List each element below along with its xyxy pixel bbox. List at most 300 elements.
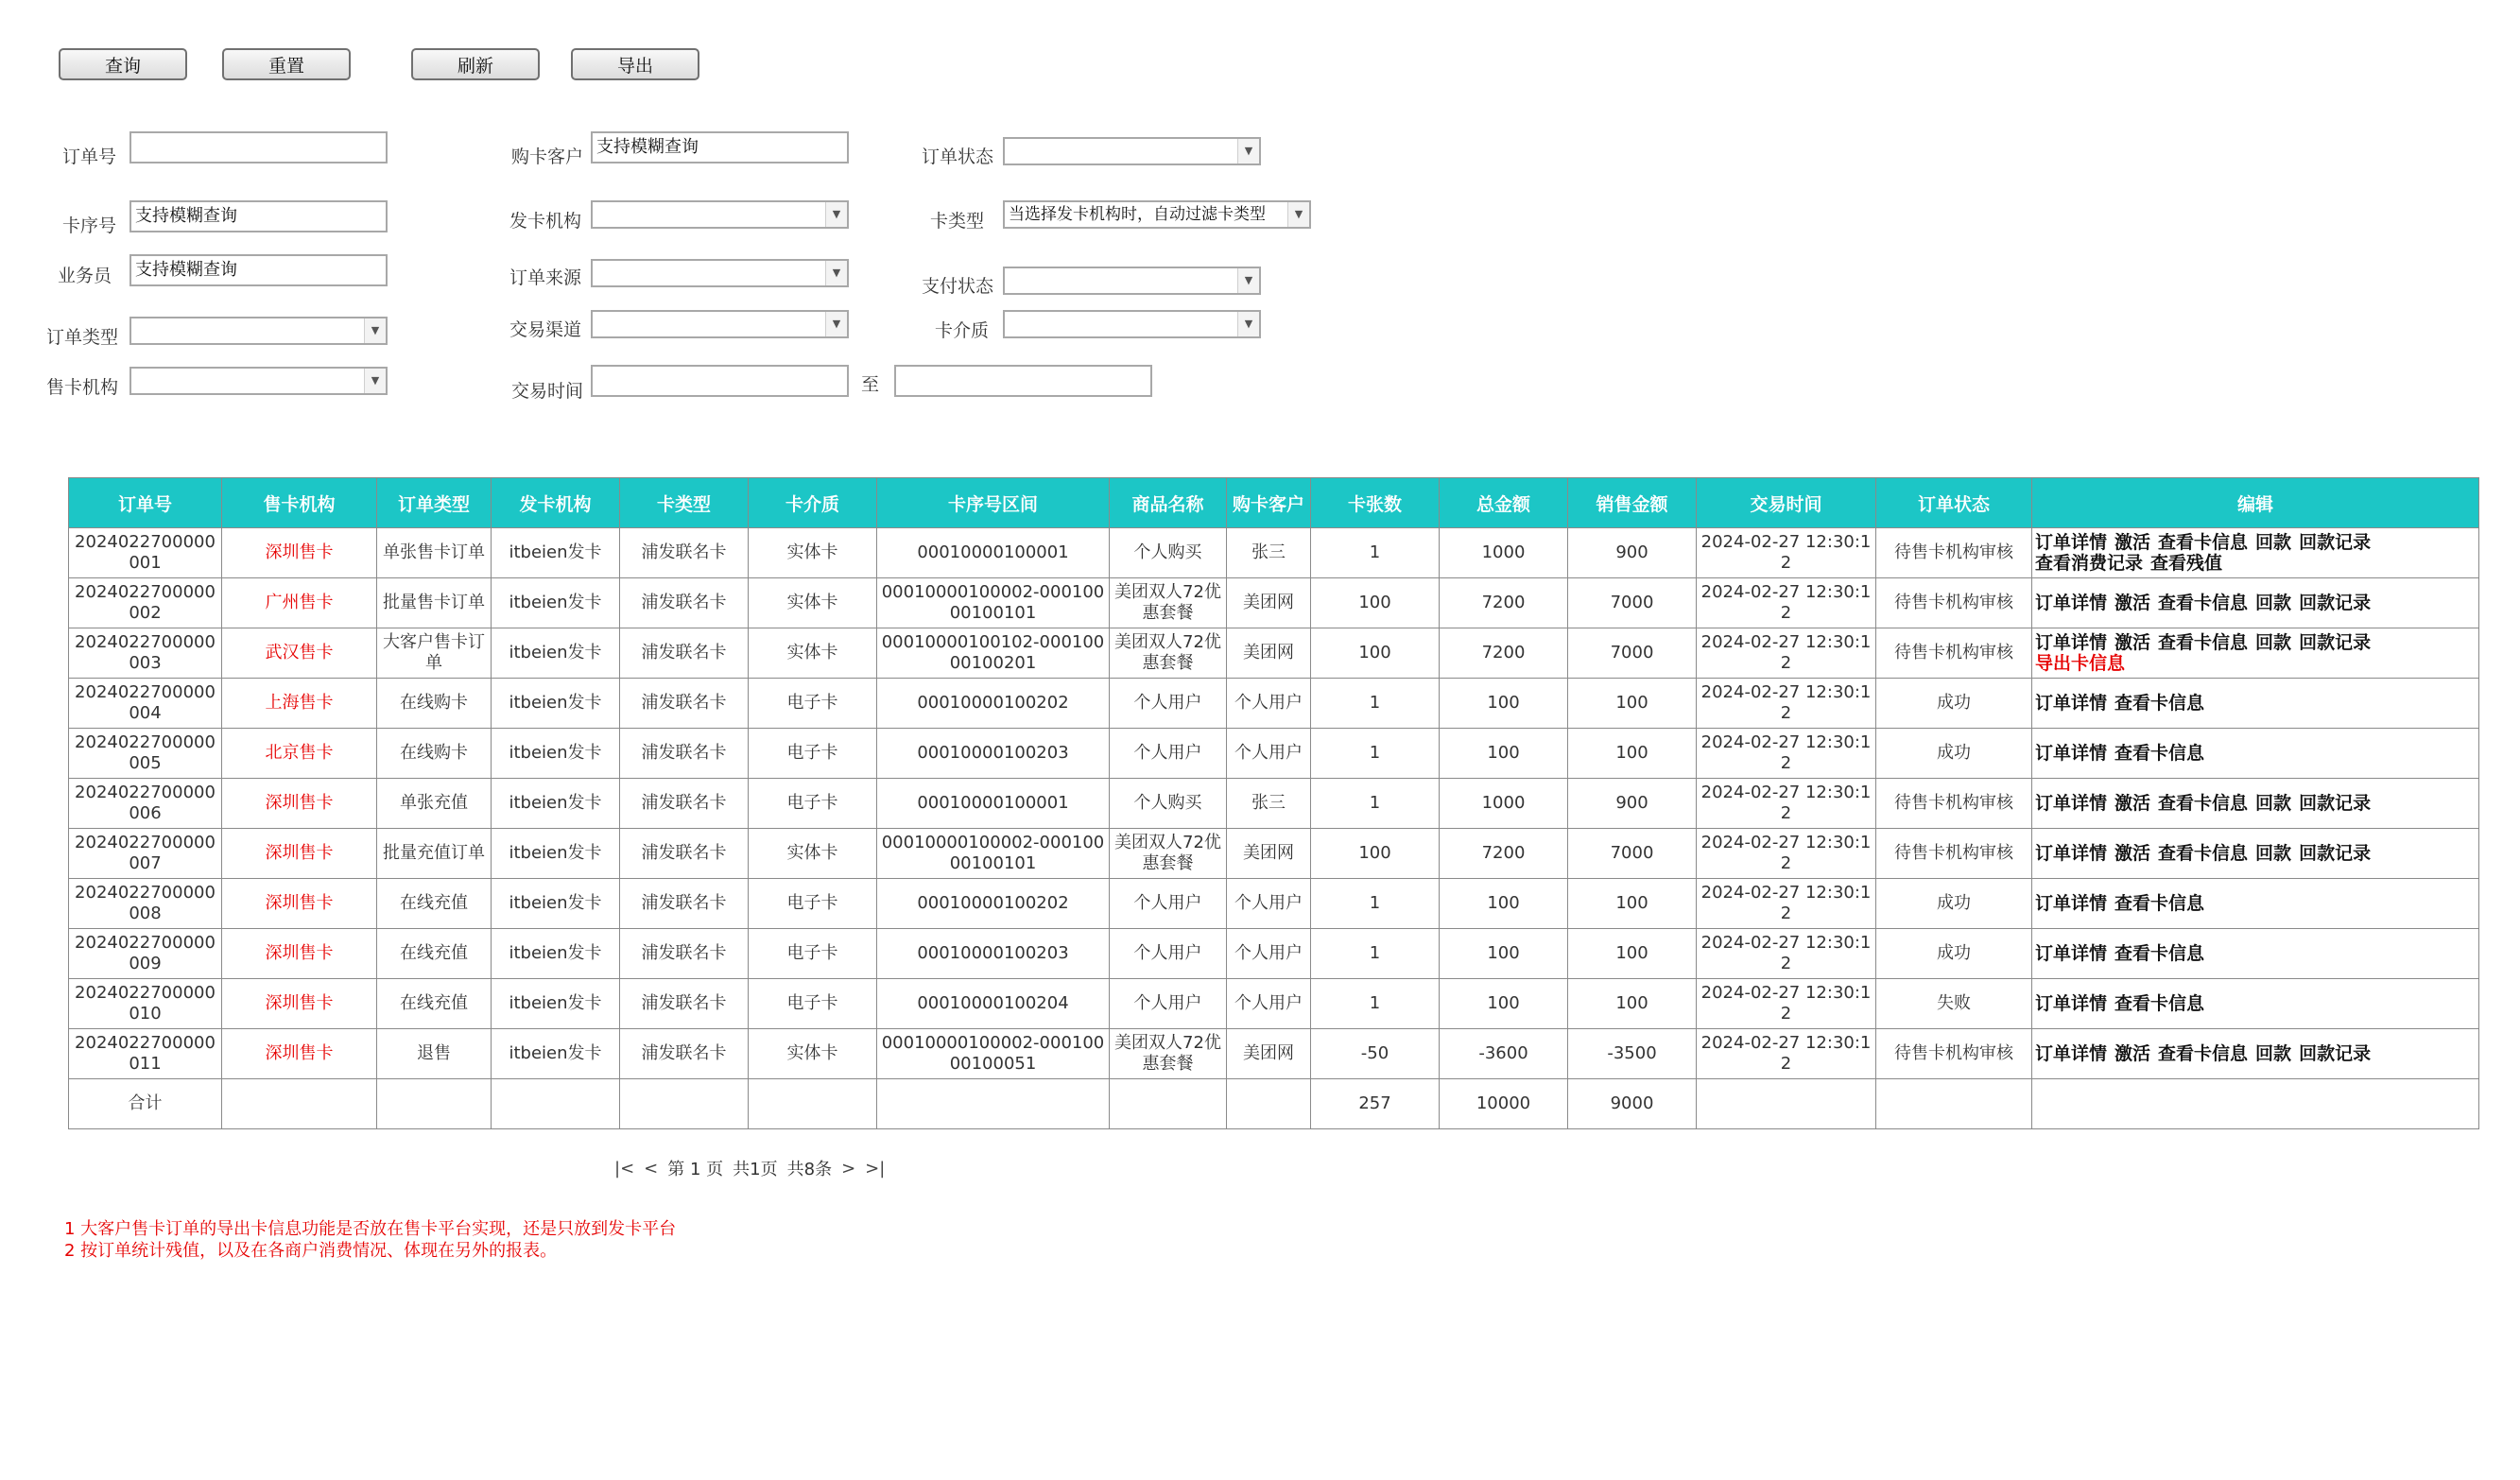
buyer-cell: 美团网 <box>1227 628 1311 679</box>
buyer-cell: 张三 <box>1227 528 1311 578</box>
card-seq-input[interactable]: 支持模糊查询 <box>129 200 388 232</box>
sale-cell: 7000 <box>1568 578 1697 628</box>
order-status-select[interactable] <box>1003 137 1261 165</box>
order-type-cell: 在线充值 <box>377 929 492 979</box>
table-row <box>69 528 2479 578</box>
order-type-label: 订单类型 <box>46 327 119 348</box>
row-action-link[interactable]: 订单详情 <box>2035 593 2108 613</box>
total-cell: -3600 <box>1440 1029 1568 1079</box>
buyer-label: 购卡客户 <box>511 146 584 167</box>
sale-org-cell: 北京售卡 <box>222 729 377 779</box>
count-cell: 1 <box>1311 679 1440 729</box>
medium-cell: 实体卡 <box>749 1029 877 1079</box>
issuer-cell: itbeien发卡 <box>492 729 620 779</box>
range-cell: 00010000100002-00010000100101 <box>877 829 1110 879</box>
summary-empty-cell <box>877 1079 1110 1129</box>
count-cell: 100 <box>1311 829 1440 879</box>
time-cell: 2024-02-27 12:30:12 <box>1697 979 1876 1029</box>
buyer-cell: 美团网 <box>1227 829 1311 879</box>
row-action-link[interactable]: 订单详情 <box>2035 632 2108 653</box>
table-row <box>69 779 2479 829</box>
reset-button[interactable]: 重置 <box>222 48 351 80</box>
row-action-link[interactable]: 查看卡信息 <box>2114 993 2205 1014</box>
status-cell: 待售卡机构审核 <box>1876 528 2032 578</box>
time-cell: 2024-02-27 12:30:12 <box>1697 528 1876 578</box>
order-type-cell: 退售 <box>377 1029 492 1079</box>
actions-cell <box>2032 679 2479 729</box>
range-cell: 00010000100203 <box>877 729 1110 779</box>
sale-cell: 900 <box>1568 779 1697 829</box>
sale-org-cell: 深圳售卡 <box>222 779 377 829</box>
buyer-cell: 个人用户 <box>1227 729 1311 779</box>
count-cell: 1 <box>1311 528 1440 578</box>
row-action-link[interactable]: 订单详情 <box>2035 693 2108 714</box>
card-type-cell: 浦发联名卡 <box>620 679 749 729</box>
order-type-cell: 批量售卡订单 <box>377 578 492 628</box>
order-no-cell: 2024022700000010 <box>69 979 222 1029</box>
medium-cell: 实体卡 <box>749 578 877 628</box>
range-cell: 00010000100202 <box>877 879 1110 929</box>
time-cell: 2024-02-27 12:30:12 <box>1697 779 1876 829</box>
actions-cell <box>2032 929 2479 979</box>
summary-empty-cell <box>492 1079 620 1129</box>
count-cell: -50 <box>1311 1029 1440 1079</box>
row-action-link[interactable]: 激活 <box>2114 632 2151 653</box>
chevron-down-icon: ▼ <box>825 202 847 227</box>
status-cell: 成功 <box>1876 879 2032 929</box>
pager <box>614 1156 885 1180</box>
sale-org-cell: 深圳售卡 <box>222 1029 377 1079</box>
total-cell: 100 <box>1440 729 1568 779</box>
row-action-link[interactable]: 订单详情 <box>2035 532 2108 553</box>
count-cell: 100 <box>1311 628 1440 679</box>
row-action-link[interactable]: 订单详情 <box>2035 943 2108 964</box>
product-cell: 美团双人72优惠套餐 <box>1110 1029 1227 1079</box>
row-action-link[interactable]: 查看残值 <box>2150 553 2223 574</box>
sale-org-cell: 上海售卡 <box>222 679 377 729</box>
sale-cell: 7000 <box>1568 628 1697 679</box>
refresh-button[interactable]: 刷新 <box>411 48 540 80</box>
card-type-cell: 浦发联名卡 <box>620 729 749 779</box>
total-cell: 100 <box>1440 679 1568 729</box>
order-no-cell: 2024022700000008 <box>69 879 222 929</box>
row-action-link[interactable]: 查看卡信息 <box>2114 943 2205 964</box>
column-header: 购卡客户 <box>1227 478 1311 528</box>
product-cell: 美团双人72优惠套餐 <box>1110 628 1227 679</box>
column-header: 订单状态 <box>1876 478 2032 528</box>
range-cell: 00010000100202 <box>877 679 1110 729</box>
card-type-cell: 浦发联名卡 <box>620 979 749 1029</box>
time-cell: 2024-02-27 12:30:12 <box>1697 1029 1876 1079</box>
total-cell: 1000 <box>1440 779 1568 829</box>
order-type-cell: 单张充值 <box>377 779 492 829</box>
issuer-cell: itbeien发卡 <box>492 879 620 929</box>
row-action-link[interactable]: 激活 <box>2114 1043 2151 1064</box>
order-type-cell: 在线充值 <box>377 879 492 929</box>
chevron-down-icon: ▼ <box>825 261 847 285</box>
trade-time-label: 交易时间 <box>511 381 584 402</box>
trade-time-from-input[interactable] <box>591 365 849 397</box>
row-action-link[interactable]: 回款记录 <box>2299 843 2372 864</box>
card-type-cell: 浦发联名卡 <box>620 929 749 979</box>
issuer-cell: itbeien发卡 <box>492 979 620 1029</box>
medium-cell: 实体卡 <box>749 628 877 679</box>
row-action-link[interactable]: 查看卡信息 <box>2158 632 2249 653</box>
status-cell: 待售卡机构审核 <box>1876 628 2032 679</box>
sale-org-cell: 深圳售卡 <box>222 979 377 1029</box>
trade-time-to-input[interactable] <box>894 365 1152 397</box>
order-no-cell: 2024022700000009 <box>69 929 222 979</box>
actions-cell <box>2032 779 2479 829</box>
column-header: 总金额 <box>1440 478 1568 528</box>
card-type-cell: 浦发联名卡 <box>620 578 749 628</box>
current-page: 1 <box>689 1160 701 1179</box>
buyer-cell: 美团网 <box>1227 1029 1311 1079</box>
chevron-down-icon: ▼ <box>1287 202 1309 227</box>
issuer-cell: itbeien发卡 <box>492 929 620 979</box>
chevron-down-icon: ▼ <box>1237 139 1259 163</box>
order-no-cell: 2024022700000007 <box>69 829 222 879</box>
count-cell: 1 <box>1311 729 1440 779</box>
status-cell: 失败 <box>1876 979 2032 1029</box>
channel-label: 交易渠道 <box>509 319 582 340</box>
product-cell: 个人用户 <box>1110 929 1227 979</box>
row-action-link[interactable]: 回款记录 <box>2299 1043 2372 1064</box>
column-header: 售卡机构 <box>222 478 377 528</box>
row-action-link[interactable]: 订单详情 <box>2035 993 2108 1014</box>
sale-cell: 100 <box>1568 679 1697 729</box>
product-cell: 美团双人72优惠套餐 <box>1110 578 1227 628</box>
sale-org-cell: 深圳售卡 <box>222 879 377 929</box>
row-action-link[interactable]: 查看卡信息 <box>2158 532 2249 553</box>
column-header: 卡类型 <box>620 478 749 528</box>
table-row <box>69 879 2479 929</box>
row-action-link[interactable]: 订单详情 <box>2035 793 2108 814</box>
medium-cell: 电子卡 <box>749 979 877 1029</box>
status-cell: 成功 <box>1876 679 2032 729</box>
order-type-cell: 在线购卡 <box>377 729 492 779</box>
row-action-link[interactable]: 查看卡信息 <box>2158 1043 2249 1064</box>
row-action-link[interactable]: 回款 <box>2255 1043 2292 1064</box>
issuer-select[interactable] <box>591 200 849 229</box>
order-type-cell: 大客户售卡订单 <box>377 628 492 679</box>
note-line: 2 按订单统计残值，以及在各商户消费情况、体现在另外的报表。 <box>64 1241 558 1261</box>
sale-cell: -3500 <box>1568 1029 1697 1079</box>
row-action-link[interactable]: 激活 <box>2114 532 2151 553</box>
row-action-link[interactable]: 激活 <box>2114 793 2151 814</box>
table-row <box>69 1029 2479 1079</box>
time-cell: 2024-02-27 12:30:12 <box>1697 578 1876 628</box>
total-pages: 共1页 <box>733 1160 778 1179</box>
time-cell: 2024-02-27 12:30:12 <box>1697 729 1876 779</box>
row-action-link[interactable]: 查看卡信息 <box>2158 593 2249 613</box>
medium-cell: 电子卡 <box>749 929 877 979</box>
row-action-link[interactable]: 回款记录 <box>2299 793 2372 814</box>
medium-cell: 实体卡 <box>749 528 877 578</box>
query-button[interactable]: 查询 <box>59 48 187 80</box>
status-cell: 待售卡机构审核 <box>1876 779 2032 829</box>
time-cell: 2024-02-27 12:30:12 <box>1697 879 1876 929</box>
page-prefix: 第 <box>667 1160 685 1179</box>
order-source-select[interactable] <box>591 259 849 287</box>
table-row <box>69 628 2479 679</box>
order-table <box>68 477 2479 1129</box>
range-cell: 00010000100204 <box>877 979 1110 1029</box>
total-cell: 100 <box>1440 979 1568 1029</box>
sale-cell: 100 <box>1568 929 1697 979</box>
range-cell: 00010000100001 <box>877 528 1110 578</box>
buyer-cell: 个人用户 <box>1227 979 1311 1029</box>
total-cell: 7200 <box>1440 578 1568 628</box>
table-row <box>69 929 2479 979</box>
product-cell: 个人用户 <box>1110 679 1227 729</box>
actions-cell <box>2032 628 2479 679</box>
buyer-cell: 个人用户 <box>1227 679 1311 729</box>
column-header: 卡介质 <box>749 478 877 528</box>
order-type-cell: 批量充值订单 <box>377 829 492 879</box>
column-header: 销售金额 <box>1568 478 1697 528</box>
summary-count: 257 <box>1311 1079 1440 1129</box>
card-type-cell: 浦发联名卡 <box>620 829 749 879</box>
table-row <box>69 729 2479 779</box>
page-indicator <box>667 1156 723 1180</box>
card-type-cell: 浦发联名卡 <box>620 779 749 829</box>
time-cell: 2024-02-27 12:30:12 <box>1697 628 1876 679</box>
status-cell: 成功 <box>1876 929 2032 979</box>
summary-empty-cell <box>1227 1079 1311 1129</box>
chevron-down-icon: ▼ <box>1237 312 1259 336</box>
row-action-link[interactable]: 回款记录 <box>2299 632 2372 653</box>
range-cell: 00010000100001 <box>877 779 1110 829</box>
summary-label: 合计 <box>69 1079 222 1129</box>
row-action-link[interactable]: 回款 <box>2255 843 2292 864</box>
total-cell: 7200 <box>1440 829 1568 879</box>
issuer-cell: itbeien发卡 <box>492 779 620 829</box>
card-type-cell: 浦发联名卡 <box>620 528 749 578</box>
product-cell: 美团双人72优惠套餐 <box>1110 829 1227 879</box>
order-no-label: 订单号 <box>62 146 117 167</box>
actions-cell <box>2032 528 2479 578</box>
channel-select[interactable] <box>591 310 849 338</box>
medium-cell: 电子卡 <box>749 779 877 829</box>
row-action-link[interactable]: 订单详情 <box>2035 893 2108 914</box>
chevron-down-icon: ▼ <box>364 318 386 343</box>
range-cell: 00010000100203 <box>877 929 1110 979</box>
table-row <box>69 578 2479 628</box>
row-action-link[interactable]: 激活 <box>2114 593 2151 613</box>
card-seq-label: 卡序号 <box>62 215 117 236</box>
column-header: 发卡机构 <box>492 478 620 528</box>
buyer-cell: 张三 <box>1227 779 1311 829</box>
chevron-down-icon: ▼ <box>364 369 386 393</box>
order-type-cell: 单张售卡订单 <box>377 528 492 578</box>
sale-org-cell: 深圳售卡 <box>222 528 377 578</box>
row-action-link[interactable]: 回款记录 <box>2299 593 2372 613</box>
product-cell: 个人用户 <box>1110 729 1227 779</box>
count-cell: 100 <box>1311 578 1440 628</box>
actions-cell <box>2032 578 2479 628</box>
row-action-link[interactable]: 回款 <box>2255 632 2292 653</box>
table-row <box>69 979 2479 1029</box>
range-cell: 00010000100102-00010000100201 <box>877 628 1110 679</box>
order-status-label: 订单状态 <box>922 146 994 167</box>
medium-cell: 电子卡 <box>749 679 877 729</box>
row-action-link[interactable]: 订单详情 <box>2035 1043 2108 1064</box>
card-medium-select[interactable] <box>1003 310 1261 338</box>
total-cell: 100 <box>1440 929 1568 979</box>
card-type-select[interactable] <box>1003 200 1311 229</box>
next-page-link[interactable]: > <box>841 1158 856 1179</box>
summary-sale: 9000 <box>1568 1079 1697 1129</box>
order-no-cell: 2024022700000011 <box>69 1029 222 1079</box>
actions-cell <box>2032 829 2479 879</box>
row-action-link[interactable]: 回款 <box>2255 593 2292 613</box>
row-action-link[interactable]: 查看卡信息 <box>2114 743 2205 764</box>
card-type-label: 卡类型 <box>930 211 985 232</box>
row-action-link[interactable]: 查看卡信息 <box>2114 693 2205 714</box>
card-medium-label: 卡介质 <box>935 320 990 341</box>
total-cell: 7200 <box>1440 628 1568 679</box>
buyer-cell: 个人用户 <box>1227 929 1311 979</box>
salesman-label: 业务员 <box>58 266 112 286</box>
sale-org-label: 售卡机构 <box>46 377 119 398</box>
count-cell: 1 <box>1311 929 1440 979</box>
product-cell: 个人购买 <box>1110 779 1227 829</box>
order-type-cell: 在线充值 <box>377 979 492 1029</box>
sale-org-cell: 武汉售卡 <box>222 628 377 679</box>
sale-org-cell: 广州售卡 <box>222 578 377 628</box>
summary-empty-cell <box>377 1079 492 1129</box>
summary-empty-cell <box>1876 1079 2032 1129</box>
last-page-link[interactable]: >| <box>865 1158 886 1179</box>
row-action-link[interactable]: 回款记录 <box>2299 532 2372 553</box>
count-cell: 1 <box>1311 979 1440 1029</box>
column-header: 编辑 <box>2032 478 2479 528</box>
row-action-link[interactable]: 订单详情 <box>2035 843 2108 864</box>
table-row <box>69 679 2479 729</box>
sale-cell: 100 <box>1568 879 1697 929</box>
order-type-cell: 在线购卡 <box>377 679 492 729</box>
order-no-cell: 2024022700000001 <box>69 528 222 578</box>
row-action-link[interactable]: 查看卡信息 <box>2158 793 2249 814</box>
sale-org-select[interactable] <box>129 367 388 395</box>
column-header: 卡张数 <box>1311 478 1440 528</box>
row-action-link[interactable]: 查看卡信息 <box>2114 893 2205 914</box>
total-cell: 100 <box>1440 879 1568 929</box>
chevron-down-icon: ▼ <box>1237 268 1259 293</box>
medium-cell: 电子卡 <box>749 879 877 929</box>
product-cell: 个人购买 <box>1110 528 1227 578</box>
note-line: 1 大客户售卡订单的导出卡信息功能是否放在售卡平台实现，还是只放到发卡平台 <box>64 1219 677 1239</box>
range-cell: 00010000100002-00010000100101 <box>877 578 1110 628</box>
count-cell: 1 <box>1311 779 1440 829</box>
count-cell: 1 <box>1311 879 1440 929</box>
card-type-value: 当选择发卡机构时，自动过滤卡类型 <box>1009 205 1266 224</box>
export-card-info-link[interactable]: 导出卡信息 <box>2035 653 2126 674</box>
summary-row <box>69 1079 2479 1129</box>
table-row <box>69 829 2479 879</box>
issuer-cell: itbeien发卡 <box>492 578 620 628</box>
chevron-down-icon: ▼ <box>825 312 847 336</box>
buyer-input[interactable]: 支持模糊查询 <box>591 131 849 163</box>
time-cell: 2024-02-27 12:30:12 <box>1697 929 1876 979</box>
summary-total: 10000 <box>1440 1079 1568 1129</box>
actions-cell <box>2032 979 2479 1029</box>
column-header: 订单号 <box>69 478 222 528</box>
product-cell: 个人用户 <box>1110 879 1227 929</box>
status-cell: 待售卡机构审核 <box>1876 578 2032 628</box>
actions-cell <box>2032 729 2479 779</box>
range-cell: 00010000100002-00010000100051 <box>877 1029 1110 1079</box>
row-action-link[interactable]: 回款 <box>2255 793 2292 814</box>
card-type-cell: 浦发联名卡 <box>620 879 749 929</box>
order-no-input[interactable] <box>129 131 388 163</box>
row-action-link[interactable]: 查看卡信息 <box>2158 843 2249 864</box>
prev-page-link[interactable]: < <box>644 1158 659 1179</box>
salesman-input[interactable]: 支持模糊查询 <box>129 254 388 286</box>
page-suffix: 页 <box>706 1160 724 1179</box>
product-cell: 个人用户 <box>1110 979 1227 1029</box>
column-header: 卡序号区间 <box>877 478 1110 528</box>
issuer-cell: itbeien发卡 <box>492 1029 620 1079</box>
row-action-link[interactable]: 订单详情 <box>2035 743 2108 764</box>
time-cell: 2024-02-27 12:30:12 <box>1697 679 1876 729</box>
order-no-cell: 2024022700000002 <box>69 578 222 628</box>
summary-empty-cell <box>222 1079 377 1129</box>
column-header: 订单类型 <box>377 478 492 528</box>
trade-time-separator: 至 <box>861 374 880 395</box>
order-no-cell: 2024022700000006 <box>69 779 222 829</box>
row-action-link[interactable]: 回款 <box>2255 532 2292 553</box>
pay-status-label: 支付状态 <box>922 276 994 297</box>
summary-empty-cell <box>620 1079 749 1129</box>
issuer-label: 发卡机构 <box>509 211 582 232</box>
summary-empty-cell <box>1697 1079 1876 1129</box>
sale-org-cell: 深圳售卡 <box>222 929 377 979</box>
first-page-link[interactable]: |< <box>614 1158 635 1179</box>
summary-empty-cell <box>2032 1079 2479 1129</box>
medium-cell: 实体卡 <box>749 829 877 879</box>
sale-cell: 7000 <box>1568 829 1697 879</box>
status-cell: 待售卡机构审核 <box>1876 1029 2032 1079</box>
column-header: 交易时间 <box>1697 478 1876 528</box>
total-cell: 1000 <box>1440 528 1568 578</box>
order-type-select[interactable] <box>129 317 388 345</box>
export-button[interactable]: 导出 <box>571 48 699 80</box>
row-action-link[interactable]: 激活 <box>2114 843 2151 864</box>
issuer-cell: itbeien发卡 <box>492 829 620 879</box>
issuer-cell: itbeien发卡 <box>492 528 620 578</box>
time-cell: 2024-02-27 12:30:12 <box>1697 829 1876 879</box>
pay-status-select[interactable] <box>1003 267 1261 295</box>
table-header-row <box>69 478 2479 528</box>
sale-cell: 100 <box>1568 979 1697 1029</box>
buyer-cell: 个人用户 <box>1227 879 1311 929</box>
row-action-link[interactable]: 查看消费记录 <box>2035 553 2144 574</box>
actions-cell <box>2032 879 2479 929</box>
actions-cell <box>2032 1029 2479 1079</box>
issuer-cell: itbeien发卡 <box>492 679 620 729</box>
medium-cell: 电子卡 <box>749 729 877 779</box>
card-type-cell: 浦发联名卡 <box>620 1029 749 1079</box>
status-cell: 待售卡机构审核 <box>1876 829 2032 879</box>
status-cell: 成功 <box>1876 729 2032 779</box>
card-type-cell: 浦发联名卡 <box>620 628 749 679</box>
summary-empty-cell <box>1110 1079 1227 1129</box>
sale-cell: 900 <box>1568 528 1697 578</box>
column-header: 商品名称 <box>1110 478 1227 528</box>
order-no-cell: 2024022700000003 <box>69 628 222 679</box>
